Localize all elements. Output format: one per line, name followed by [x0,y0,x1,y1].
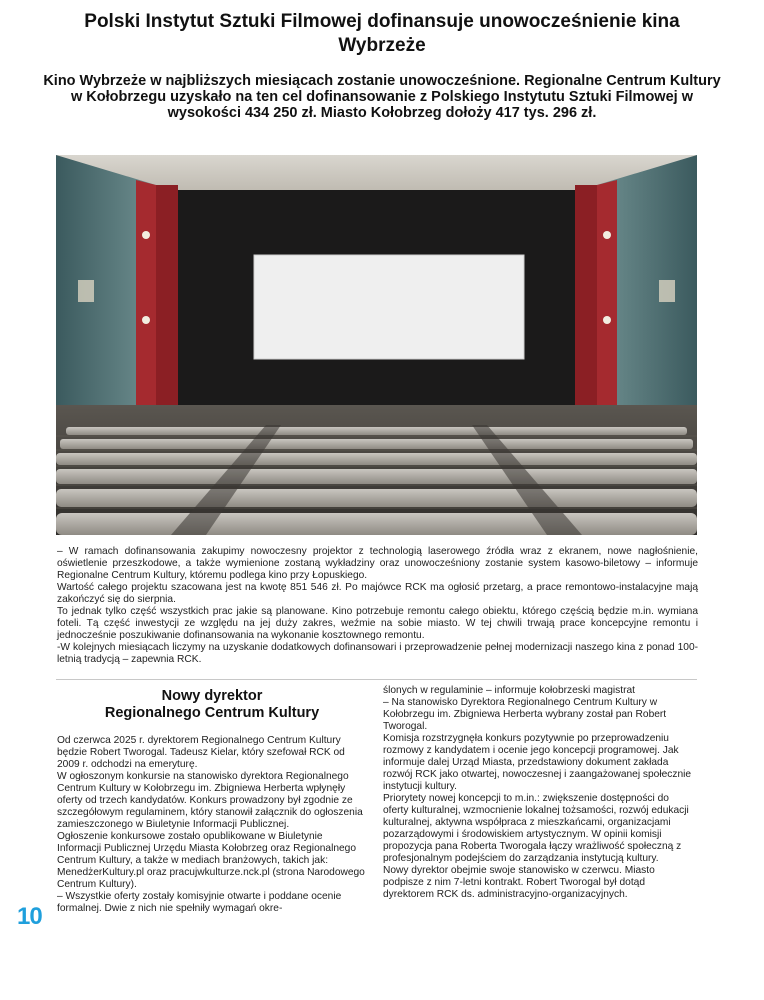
sidebar-article-title [57,688,367,722]
section-divider [56,679,697,680]
sidebar-paragraph: – Wszystkie oferty zostały komisyjnie otwarte i poddane ocenie formalnej. Dwie z nich nie spełniły wymagań okre- [57,891,342,914]
sidebar-article-left-column [57,686,367,915]
sidebar-title-line: Nowy dyrektor [161,688,263,704]
sidebar-paragraph: W ogłoszonym konkursie na stanowisko dyrektora Regionalnego Centrum Kultury w Kołobrzegu im. Zbigniewa Herberta wpłynęły oferty od trzech kandydatów. Konkurs prowadzony był zgodnie ze szczegółowym regulaminem, który stanowił załącznik do ogłoszenia zamieszczonego w Biuletynie Informacji Publicznej. [57,771,363,830]
article-paragraph: -W kolejnych miesiącach liczymy na uzyskanie dodatkowych dofinansowari i przeprowadzenie pełnej modernizacji naszego kina z ponad 100-letnią tradycją – zapewnia RCK. [57,642,698,665]
article-body [57,546,698,666]
article-lead: Kino Wybrzeże w najbliższych miesiącach zostanie unowocześnione. Regionalne Centrum Kultury w Kołobrzegu uzyskało na ten cel dofinansowanie z Polskiego Instytutu Sztuki Filmowej w wysokości 434 250 zł. Miasto Kołobrzeg dołoży 417 tys. 296 zł. [43,73,721,121]
sidebar-paragraph: – Na stanowisko Dyrektora Regionalnego Centrum Kultury w Kołobrzegu im. Zbigniewa Herberta wybrany został pan Robert Tworogal. [383,697,667,732]
sidebar-paragraph: Nowy dyrektor obejmie swoje stanowisko w czerwcu. Miasto podpisze z nim 7-letni kontrakt. Robert Tworogal był dotąd dyrektorem RCK ds. administracyjno-organizacyjnych. [383,865,655,900]
article-title: Polski Instytut Sztuki Filmowej dofinansuje unowocześnienie kina Wybrzeże [84,11,680,56]
sidebar-title-line: Regionalnego Centrum Kultury [104,705,320,721]
sidebar-paragraph: Od czerwca 2025 r. dyrektorem Regionalnego Centrum Kultury będzie Robert Tworogal. Tadeusz Kielar, który szefował RCK od 2009 r. odchodzi na emeryturę. [57,735,345,770]
article-paragraph: – W ramach dofinansowania zakupimy nowoczesny projektor z technologią laserowego źródła wraz z ekranem, nowe nagłośnienie, oświetlenie przeszkodowe, a także wymienione zostaną wykładziny oraz unowocześniony zostanie system kasowo-biletowy – informuje Regionalne Centrum Kultury, któremu podlega kino przy Łopuskiego. [57,546,698,581]
article-paragraph: To jednak tylko część wszystkich prac jakie są planowane. Kino potrzebuje remontu całego obiektu, którego częścią będzie m.in. wymiana foteli. Tą część inwestycji ze względu na jej duży zakres, weźmie na sobie miasto. W tej chwili trwają prace koncepcyjne remontu i jednocześnie poszukiwanie dofinansowania na wykonanie kosztownego remontu. [57,606,698,641]
article-paragraph: Wartość całego projektu szacowana jest na kwotę 851 546 zł. Po majówce RCK ma ogłosić przetarg, a prace remontowo-instalacyjne mają zakończyć się do sierpnia. [57,582,698,605]
sidebar-paragraph: Ogłoszenie konkursowe zostało opublikowane w Biuletynie Informacji Publicznej Urzędu Miasta Kołobrzeg oraz Regionalnego Centrum Kultury, a także w mediach branżowych, takich jak: MenedżerKultury.pl oraz pracujwkulturze.nck.pl (strona Narodowego Centrum Kultury). [57,831,365,890]
page-number: 10 [17,903,42,930]
sidebar-paragraph: Priorytety nowej koncepcji to m.in.: zwiększenie dostępności do oferty kulturalnej, wzmocnienie lokalnej tożsamości, rozwój edukacji kulturalnej, aktywna współpraca z mieszkańcami, organizacjami pozarządowymi i środowiskiem artystycznym. W opinii komisji propozycja pana Roberta Tworogala łączy wrażliwość społeczną z profesjonalnym podejściem do zarządzania instytucją kultury. [383,793,689,864]
cinema-hall-photo [56,155,697,535]
sidebar-article-right-column [383,685,693,901]
sidebar-paragraph: ślonych w regulaminie – informuje kołobrzeski magistrat [383,685,635,696]
sidebar-paragraph: Komisja rozstrzygnęła konkurs pozytywnie po przeprowadzeniu rozmowy z kandydatem i ocenie jego koncepcji programowej. Jak informuje dalej Urząd Miasta, przedstawiony dokument zakłada rozwój RCK jako otwartej, nowoczesnej i zaangażowanej społecznie instytucji kultury. [383,733,692,792]
